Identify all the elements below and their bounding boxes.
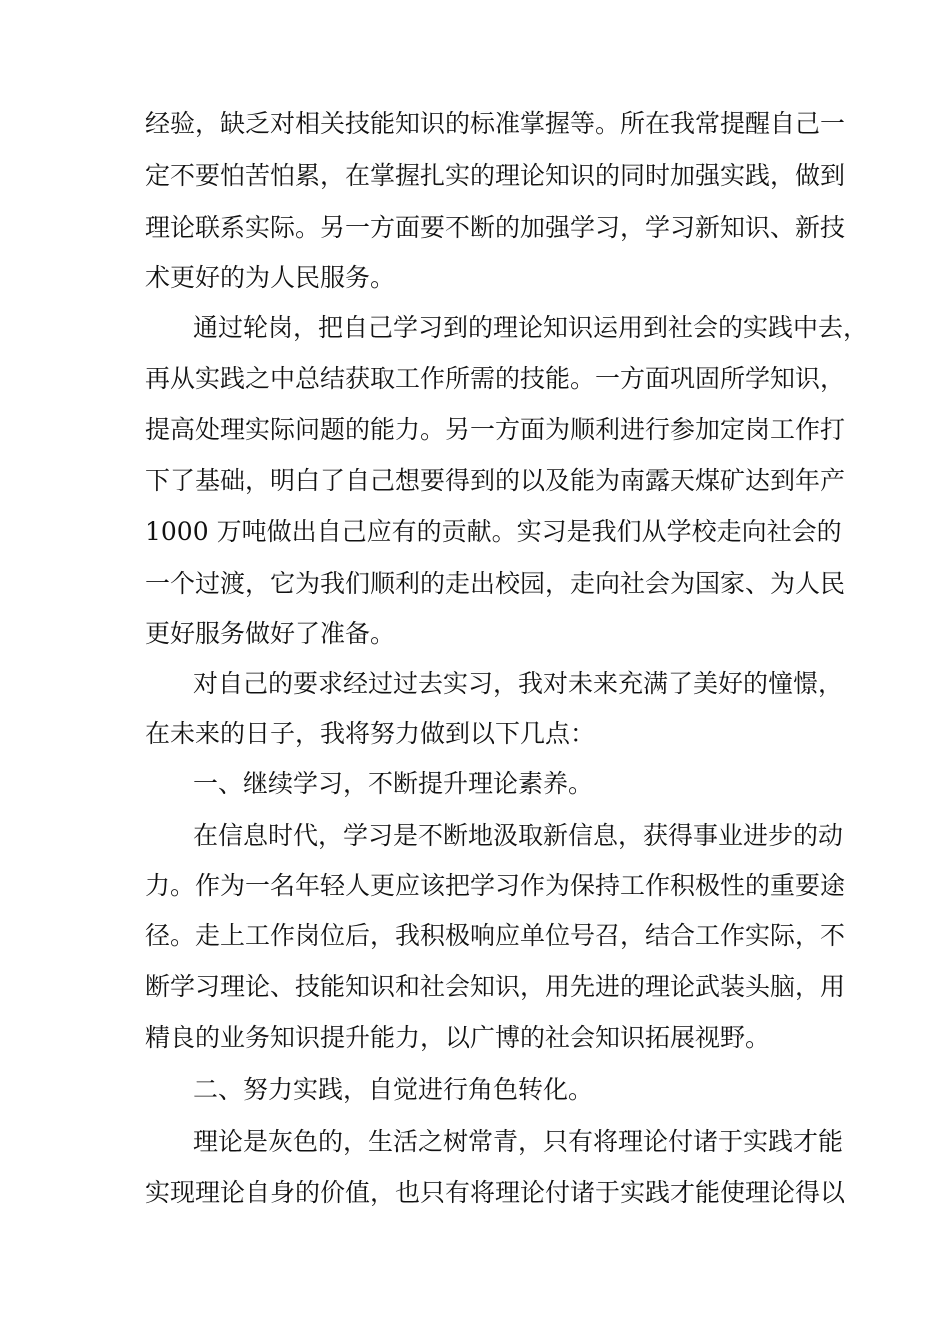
section-heading: 二、努力实践，自觉进行角色转化。 — [193, 1075, 594, 1104]
section-heading: 一、继续学习，不断提升理论素养。 — [193, 769, 594, 798]
text-line: 精良的业务知识提升能力，以广博的社会知识拓展视野。 — [145, 1023, 771, 1052]
text-line: 断学习理论、技能知识和社会知识，用先进的理论武装头脑，用 — [145, 972, 846, 1001]
text-line: 经验，缺乏对相关技能知识的标准掌握等。所在我常提醒自己一 — [145, 109, 846, 138]
text-line: 理论联系实际。另一方面要不断的加强学习，学习新知识、新技 — [145, 213, 846, 242]
text-line: 在信息时代，学习是不断地汲取新信息，获得事业进步的动 — [193, 821, 844, 850]
text-line: 理论是灰色的，生活之树常青，只有将理论付诸于实践才能 — [193, 1127, 844, 1156]
text-line: 再从实践之中总结获取工作所需的技能。一方面巩固所学知识， — [145, 364, 846, 393]
text-line: 径。走上工作岗位后，我积极响应单位号召，结合工作实际，不 — [145, 921, 846, 950]
text-line: 在未来的日子，我将努力做到以下几点： — [145, 719, 596, 748]
text-line: 定不要怕苦怕累，在掌握扎实的理论知识的同时加强实践，做到 — [145, 161, 846, 190]
text-line: 通过轮岗，把自己学习到的理论知识运用到社会的实践中去， — [193, 313, 869, 342]
text-line: 更好服务做好了准备。 — [145, 619, 396, 648]
text-line: 一个过渡，它为我们顺利的走出校园，走向社会为国家、为人民 — [145, 569, 846, 598]
text-line: 1000 万吨做出自己应有的贡献。实习是我们从学校走向社会的 — [145, 517, 842, 546]
text-line: 术更好的为人民服务。 — [145, 263, 396, 292]
text-line: 实现理论自身的价值，也只有将理论付诸于实践才能使理论得以 — [145, 1178, 846, 1207]
text-line: 力。作为一名年轻人更应该把学习作为保持工作积极性的重要途 — [145, 871, 846, 900]
text-line: 提高处理实际问题的能力。另一方面为顺利进行参加定岗工作打 — [145, 415, 846, 444]
text-line: 对自己的要求经过过去实习，我对未来充满了美好的憧憬， — [193, 669, 844, 698]
text-line: 下了基础，明白了自己想要得到的以及能为南露天煤矿达到年产 — [145, 466, 846, 495]
